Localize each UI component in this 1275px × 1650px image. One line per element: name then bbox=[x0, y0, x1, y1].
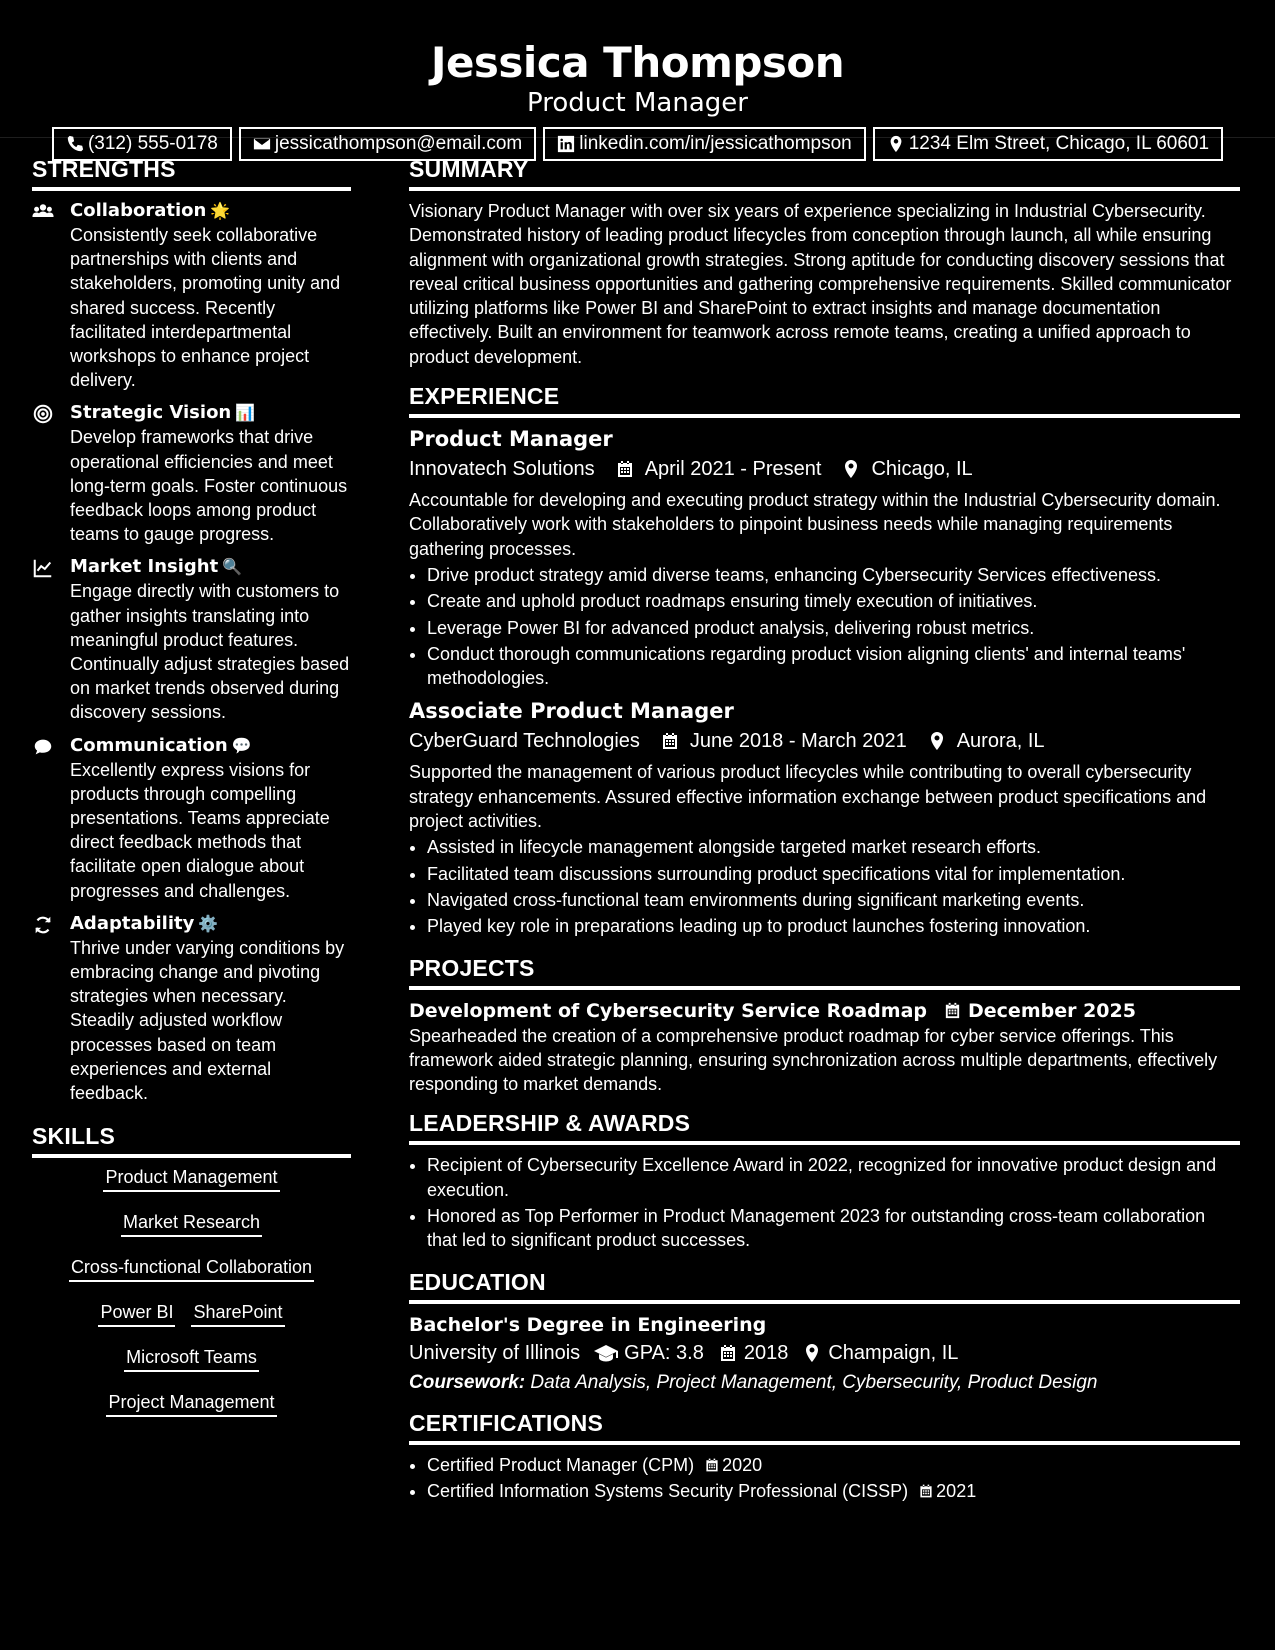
list-item: • Honored as Top Performer in Product Management 2023 for outstanding cross-team collaboration that led to significant product successes. bbox=[427, 1204, 1240, 1253]
phone-icon bbox=[66, 135, 84, 153]
education-heading: EDUCATION bbox=[409, 1269, 1240, 1304]
linkedin-text: linkedin.com/in/jessicathompson bbox=[579, 133, 852, 155]
chart-line-icon bbox=[32, 557, 54, 579]
cert-year: 2020 bbox=[722, 1454, 763, 1475]
list-item: • Conduct thorough communications regarding product vision aligning clients' and internal teams' methodologies. bbox=[427, 642, 1240, 691]
list-item: • Create and uphold product roadmaps ensuring timely execution of initiatives. bbox=[427, 589, 1240, 613]
cert-year: 2021 bbox=[936, 1480, 977, 1501]
school-location: Champaign, IL bbox=[828, 1341, 959, 1364]
map-pin-icon bbox=[841, 459, 861, 479]
list-item: • Navigated cross-functional team environments during significant marketing events. bbox=[427, 888, 1240, 912]
strengths-heading: STRENGTHS bbox=[32, 156, 351, 191]
list-item: • Played key role in preparations leading up to product launches fostering innovation. bbox=[427, 914, 1240, 938]
coursework-list: Data Analysis, Project Management, Cybersecurity, Product Design bbox=[530, 1371, 1098, 1393]
project-entry bbox=[409, 998, 1240, 1097]
strength-title: Collaboration bbox=[70, 200, 207, 221]
list-item bbox=[427, 1479, 1240, 1503]
list-item: • Facilitated team discussions surrounding product specifications vital for implementation. bbox=[427, 862, 1240, 886]
strength-item bbox=[32, 912, 351, 1105]
degree-title: Bachelor's Degree in Engineering bbox=[409, 1313, 767, 1336]
calendar-icon bbox=[704, 1457, 720, 1473]
list-item bbox=[427, 1453, 1240, 1477]
strength-desc: Consistently seek collaborative partnerships with clients and stakeholders, promoting unity and shared success. Recently facilitated interdepartmental workshops to enhance project delivery. bbox=[70, 225, 341, 391]
users-icon bbox=[32, 201, 54, 223]
school-name: University of Illinois bbox=[409, 1341, 581, 1364]
job-bullets bbox=[409, 835, 1240, 938]
calendar-icon bbox=[918, 1483, 934, 1499]
summary-heading: SUMMARY bbox=[409, 156, 1240, 191]
leadership-list bbox=[409, 1153, 1240, 1252]
list-item: • Drive product strategy amid diverse teams, enhancing Cybersecurity Services effectiveness. bbox=[427, 563, 1240, 587]
job-location: Aurora, IL bbox=[956, 730, 1045, 753]
job-desc: Supported the management of various product lifecycles while contributing to overall cybersecurity strategy enhancements. Assured effective information exchange between product specifications and project activities. bbox=[409, 762, 1207, 832]
skills-list bbox=[32, 1166, 351, 1417]
list-item: • Leverage Power BI for advanced product analysis, delivering robust metrics. bbox=[427, 616, 1240, 640]
job-title: Associate Product Manager bbox=[409, 699, 734, 724]
linkedin-icon bbox=[557, 135, 575, 153]
strength-desc: Engage directly with customers to gather insights translating into meaningful product features. Continually adjust strategies based on market trends observed during discovery sessions. bbox=[70, 581, 350, 723]
strength-item bbox=[32, 401, 351, 546]
strength-title: Communication bbox=[70, 734, 228, 756]
map-pin-icon bbox=[887, 135, 905, 153]
certifications-list bbox=[409, 1453, 1240, 1504]
sync-icon bbox=[32, 914, 54, 936]
job-entry bbox=[409, 698, 1240, 938]
job-dates: June 2018 - March 2021 bbox=[689, 730, 907, 753]
list-item: • Recipient of Cybersecurity Excellence Award in 2022, recognized for innovative product design and execution. bbox=[427, 1153, 1240, 1202]
job-entry bbox=[409, 426, 1240, 690]
cert-name: Certified Information Systems Security Professional (CISSP) bbox=[427, 1480, 909, 1501]
map-pin-icon bbox=[802, 1343, 822, 1363]
strength-desc: Excellently express visions for products through compelling presentations. Teams appreciate direct feedback methods that facilitate open dialogue about progresses and challenges. bbox=[70, 759, 330, 901]
map-pin-icon bbox=[927, 731, 947, 751]
strength-item bbox=[32, 199, 351, 392]
strength-title: Market Insight bbox=[70, 556, 219, 578]
gpa-text: GPA: 3.8 bbox=[624, 1341, 704, 1364]
graduation-cap-icon bbox=[594, 1343, 618, 1363]
cert-name: Certified Product Manager (CPM) bbox=[427, 1454, 695, 1475]
job-desc: Accountable for developing and executing product strategy within the Industrial Cybersecurity domain. Collaboratively work with stakeholders to pinpoint business needs while managing requirements gathering processes. bbox=[409, 490, 1221, 559]
strength-item bbox=[32, 734, 351, 903]
phone-text: (312) 555-0178 bbox=[87, 133, 218, 155]
target-icon bbox=[32, 403, 54, 425]
project-date: December 2025 bbox=[968, 999, 1136, 1022]
address-text: 1234 Elm Street, Chicago, IL 60601 bbox=[908, 133, 1210, 155]
education-entry bbox=[409, 1312, 1240, 1396]
skill-tag: Product Management bbox=[103, 1166, 279, 1192]
experience-heading: EXPERIENCE bbox=[409, 383, 1240, 418]
leadership-heading: LEADERSHIP & AWARDS bbox=[409, 1110, 1240, 1145]
job-bullets bbox=[409, 563, 1240, 690]
strength-title: Strategic Vision bbox=[70, 402, 232, 424]
resume-header bbox=[0, 0, 1275, 155]
projects-heading: PROJECTS bbox=[409, 955, 1240, 990]
list-item: • Assisted in lifecycle management alongside targeted market research efforts. bbox=[427, 835, 1240, 859]
right-column bbox=[409, 156, 1240, 1505]
candidate-name: Jessica Thompson bbox=[430, 38, 845, 87]
strength-title: Adaptability bbox=[70, 912, 195, 934]
coursework-label: Coursework: bbox=[409, 1371, 526, 1393]
grad-year: 2018 bbox=[743, 1341, 789, 1364]
job-dates: April 2021 - Present bbox=[644, 458, 822, 481]
skill-tag: Project Management bbox=[106, 1391, 276, 1417]
bar-chart-icon: 📊 bbox=[235, 403, 256, 423]
strength-desc: Develop frameworks that drive operational efficiencies and meet long-term goals. Foster continuous feedback loops among product teams to gauge progress. bbox=[70, 427, 348, 545]
project-title: Development of Cybersecurity Service Roadmap bbox=[409, 999, 928, 1022]
job-title: Product Manager bbox=[409, 427, 613, 452]
calendar-icon bbox=[615, 459, 635, 479]
left-column bbox=[32, 156, 351, 1505]
strength-desc: Thrive under varying conditions by embracing change and pivoting strategies when necessary. Steadily adjusted workflow processes based on team experiences and external feedback. bbox=[70, 937, 345, 1104]
company-name: CyberGuard Technologies bbox=[409, 730, 640, 753]
coursework bbox=[409, 1370, 1240, 1396]
strength-item bbox=[32, 555, 351, 724]
comment-icon bbox=[32, 736, 54, 758]
skill-tag: SharePoint bbox=[191, 1301, 284, 1327]
candidate-title: Product Manager bbox=[527, 88, 748, 119]
skills-heading: SKILLS bbox=[32, 1123, 351, 1158]
calendar-icon bbox=[943, 1001, 962, 1020]
calendar-icon bbox=[660, 731, 680, 751]
skill-tag: Cross-functional Collaboration bbox=[69, 1256, 314, 1282]
project-desc: Spearheaded the creation of a comprehensive product roadmap for cyber service offerings. This framework aided strategic planning, ensuring synchronization across multiple departments, effectively responding to market demands. bbox=[409, 1025, 1218, 1095]
skill-tag: Power BI bbox=[98, 1301, 175, 1327]
calendar-icon bbox=[718, 1343, 738, 1363]
magnifier-icon: 🔍 bbox=[222, 557, 243, 577]
speech-bubble-icon: 💬 bbox=[231, 735, 252, 755]
job-location: Chicago, IL bbox=[871, 458, 973, 481]
gear-icon: ⚙️ bbox=[198, 913, 219, 933]
company-name: Innovatech Solutions bbox=[409, 458, 595, 481]
email-text: jessicathompson@email.com bbox=[274, 133, 523, 155]
star-icon: 🌟 bbox=[210, 201, 231, 220]
summary-text: Visionary Product Manager with over six years of experience specializing in Industrial Cybersecurity. Demonstrated history of leading product lifecycles from conception through launch, all while ensuring alignment with organizational growth strategies. Strong aptitude for conducting discovery sessions that reveal critical business opportunities and gathering comprehensive requirements. Skilled communicator utilizing platforms like Power BI and SharePoint to extract insights and manage documentation effectively. Built an environment for teamwork across remote teams, creating a unified approach to product development. bbox=[409, 201, 1232, 367]
certifications-heading: CERTIFICATIONS bbox=[409, 1410, 1240, 1445]
envelope-icon bbox=[253, 135, 271, 153]
skill-tag: Market Research bbox=[121, 1211, 262, 1237]
skill-tag: Microsoft Teams bbox=[124, 1346, 259, 1372]
